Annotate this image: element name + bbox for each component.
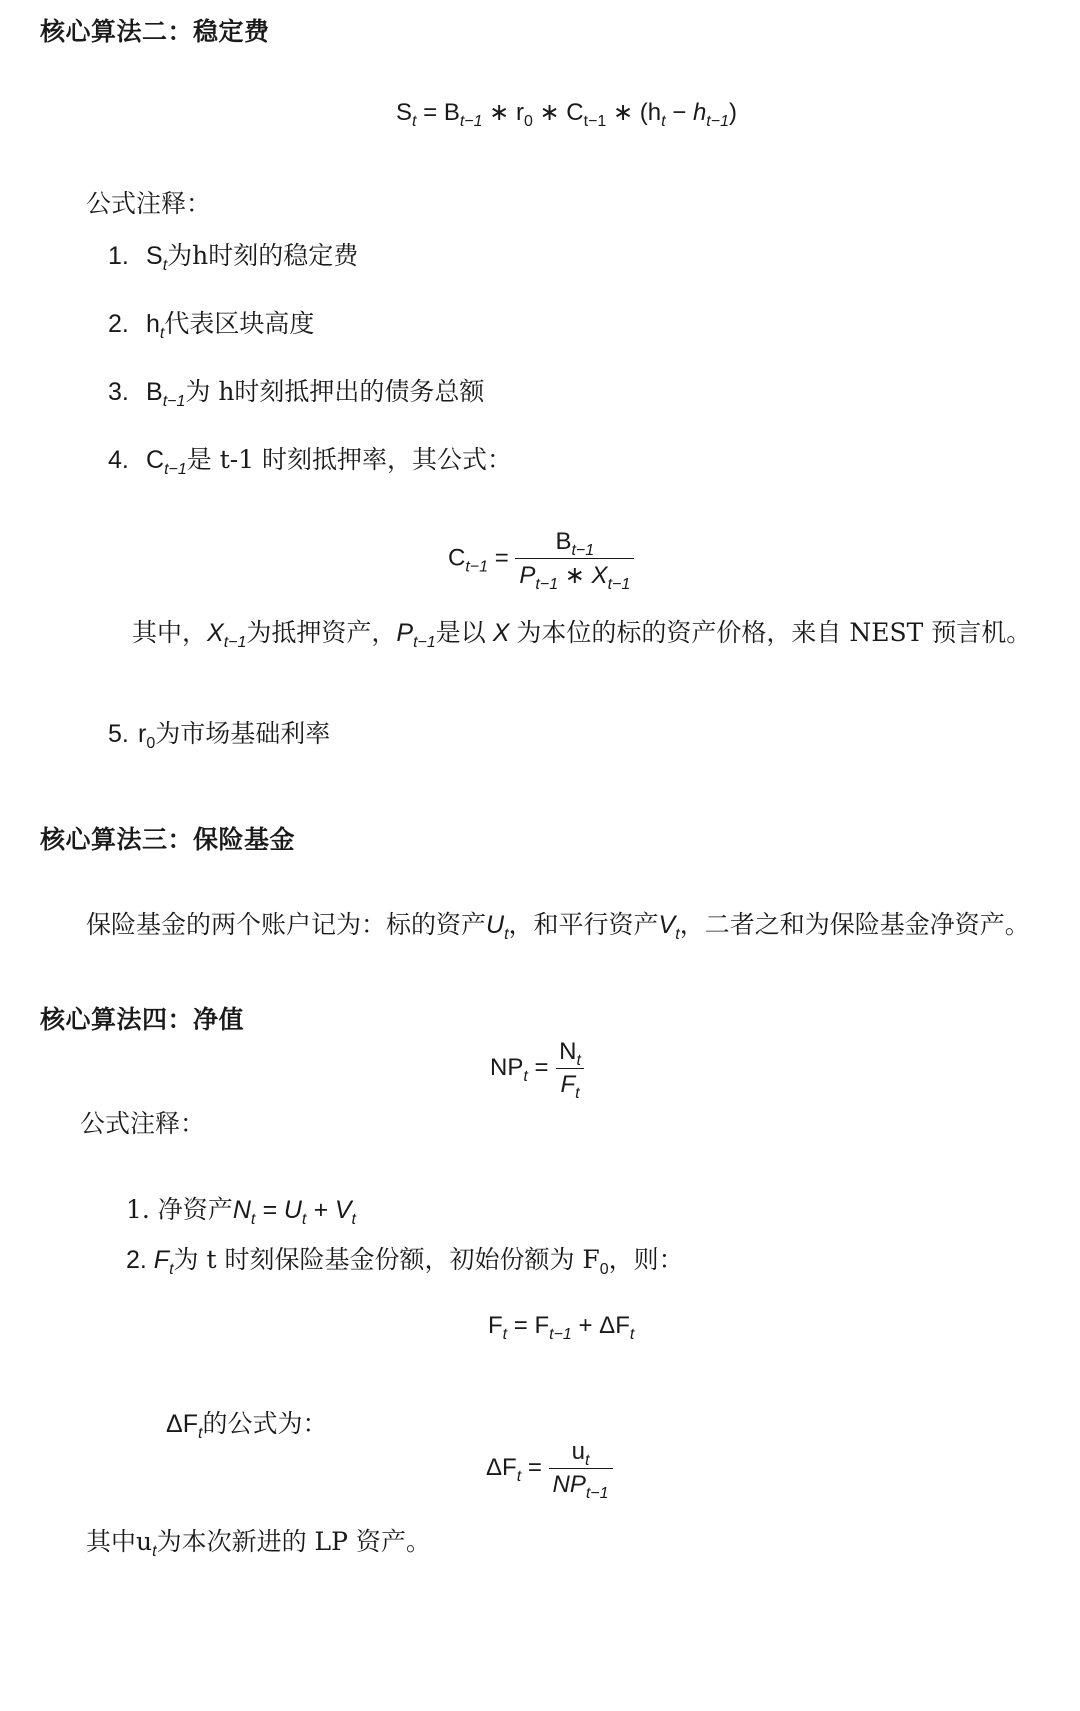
formula-net-value: $NP_t$ = $\frac{N_t}{F_t}$ <box>490 1038 585 1099</box>
formula-notes-label: 公式注释： <box>86 189 212 218</box>
note-5: 5. $r_0$为市场基础利率 <box>108 719 331 752</box>
note-5-text: 为市场基础利率 <box>155 719 331 748</box>
note-4-text: 是 t-1 时刻抵押率，其公式： <box>186 445 513 474</box>
delta-label: $\Delta F_t$的公式为： <box>166 1409 328 1442</box>
algo4-note-2: 2. $F_t$为 t 时刻保险基金份额，初始份额为 $F_0$，则： <box>126 1245 684 1278</box>
formula-collateral-ratio: $C_{t-1}$ = $\frac{B_{t-1}}{P_{t-1} ∗ X_{t-1}}$ <box>448 528 634 590</box>
note-2: 2. $h_t$代表区块高度 <box>108 309 315 342</box>
formula-notes-label-2: 公式注释： <box>80 1109 206 1138</box>
note-1-text: 为h时刻的稳定费 <box>167 241 359 270</box>
heading-algo2: 核心算法二：稳定费 <box>40 17 270 46</box>
note-3: 3. $B_{t-1}$为 h时刻抵押出的债务总额 <box>108 377 485 410</box>
note-2-text: 代表区块高度 <box>164 309 315 338</box>
formula-share-update: $F_t = F_{t-1} + \Delta F_t$ <box>488 1312 635 1343</box>
final-text: 其中$u_t$为本次新进的 LP 资产。 <box>86 1527 431 1560</box>
note-4: 4. $C_{t-1}$是 t-1 时刻抵押率，其公式： <box>108 445 513 478</box>
algo4-note-1: 1. 净资产$N_t = U_t + V_t$ <box>126 1195 356 1228</box>
note-3-text: 为 h时刻抵押出的债务总额 <box>185 377 485 406</box>
heading-algo4: 核心算法四：净值 <box>40 1005 245 1034</box>
note-1: 1. $S_t$为h时刻的稳定费 <box>108 241 359 274</box>
formula-stability-fee: $S_t = B_{t-1}$ ∗ $r_0$ ∗ $C_{t-1}$ ∗ $(h_t - h_{t-1})$ <box>396 99 737 130</box>
where-text: 其中，$X_{t-1}$为抵押资产，$P_{t-1}$是以 X 为本位的标的资产价格，来自 NEST 预言机。 <box>132 618 1032 651</box>
formula-delta-share: $\Delta F_t$ = $\frac{u_t}{NP_{t-1}}$ <box>486 1438 613 1499</box>
algo3-text: 保险基金的两个账户记为：标的资产$U_t$，和平行资产$V_t$，二者之和为保险基金净资产。 <box>86 910 1030 943</box>
heading-algo3: 核心算法三：保险基金 <box>40 825 296 854</box>
